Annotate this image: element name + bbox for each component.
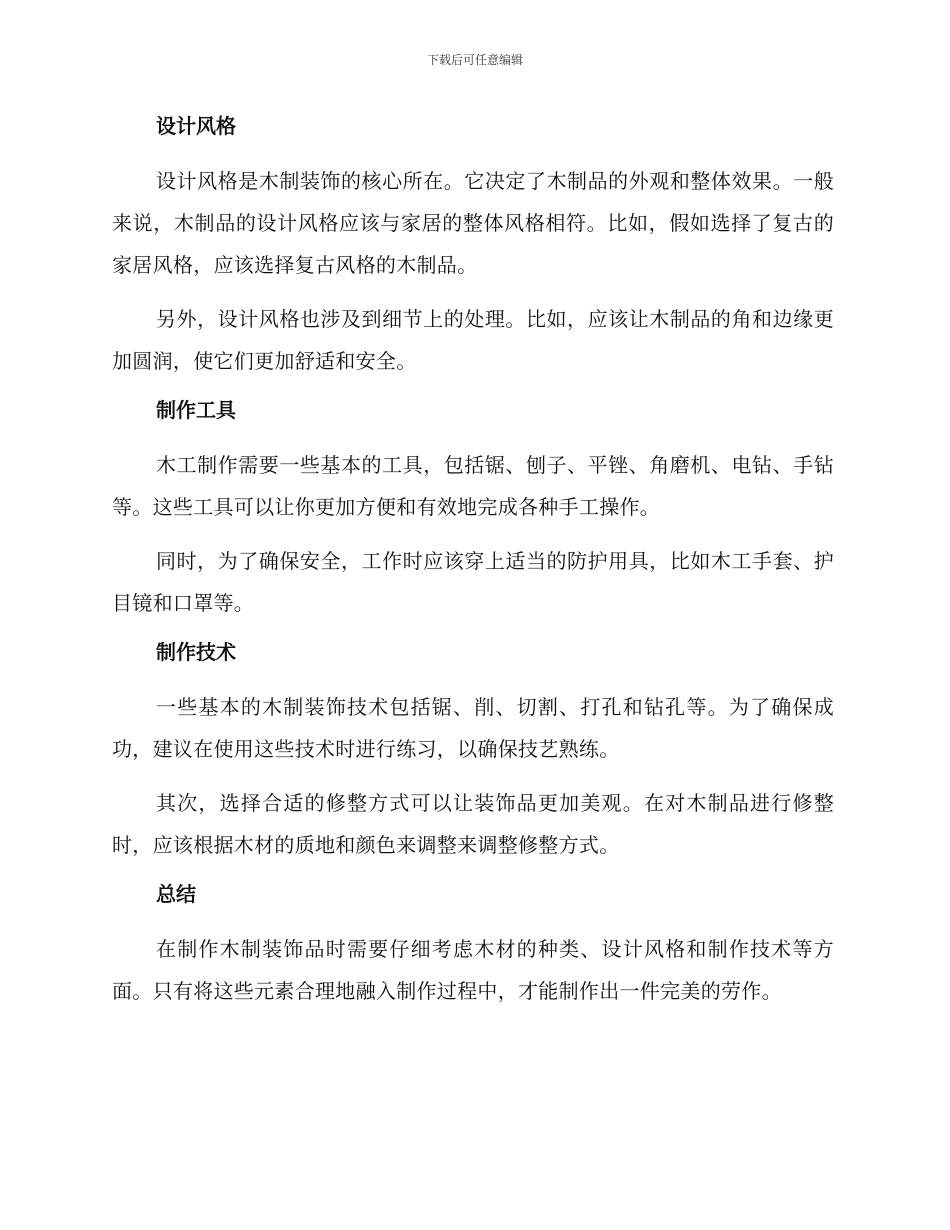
paragraph: 木工制作需要一些基本的工具，包括锯、刨子、平锉、角磨机、电钻、手钻等。这些工具可以让你更加方便和有效地完成各种手工操作。	[112, 453, 834, 519]
section-techniques	[112, 636, 834, 866]
section-design-style	[112, 110, 834, 382]
document-body	[112, 110, 834, 1024]
section-summary	[112, 878, 834, 1012]
section-heading: 设计风格	[156, 114, 236, 138]
paragraph: 在制作木制装饰品时需要仔细考虑木材的种类、设计风格和制作技术等方面。只有将这些元素合理地融入制作过程中，才能制作出一件完美的劳作。	[112, 937, 834, 1003]
paragraph: 同时，为了确保安全，工作时应该穿上适当的防护用具，比如木工手套、护目镜和口罩等。	[112, 549, 834, 615]
section-tools	[112, 394, 834, 624]
section-heading: 制作工具	[156, 398, 236, 422]
paragraph: 另外，设计风格也涉及到细节上的处理。比如，应该让木制品的角和边缘更加圆润，使它们更加舒适和安全。	[112, 307, 834, 373]
section-heading: 总结	[156, 882, 196, 906]
paragraph: 其次，选择合适的修整方式可以让装饰品更加美观。在对木制品进行修整时，应该根据木材的质地和颜色来调整来调整修整方式。	[112, 791, 834, 857]
running-header: 下载后可任意编辑	[426, 53, 523, 67]
paragraph: 一些基本的木制装饰技术包括锯、削、切割、打孔和钻孔等。为了确保成功，建议在使用这些技术时进行练习，以确保技艺熟练。	[112, 695, 834, 761]
section-heading: 制作技术	[156, 640, 236, 664]
paragraph: 设计风格是木制装饰的核心所在。它决定了木制品的外观和整体效果。一般来说，木制品的设计风格应该与家居的整体风格相符。比如，假如选择了复古的家居风格，应该选择复古风格的木制品。	[112, 169, 834, 277]
